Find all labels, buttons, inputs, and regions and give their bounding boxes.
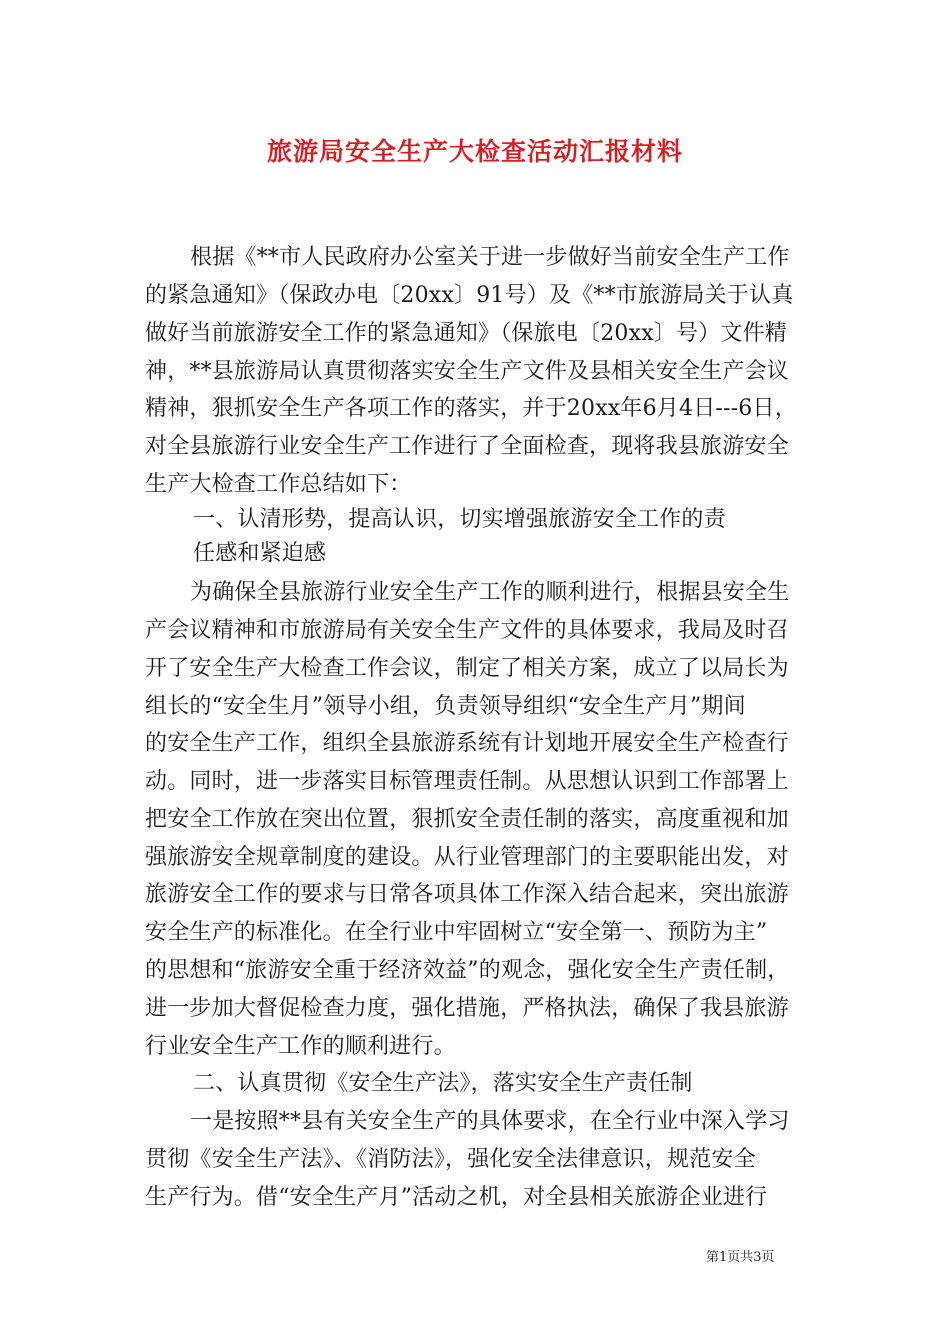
body-line: 组长的“安全生月”领导小组，负责领导组织“安全生产月”期间 (145, 694, 746, 719)
body-line: 生产大检查工作总结如下： (145, 472, 412, 497)
body-line: 做好当前旅游安全工作的紧急通知》（保旅电〔20xx〕号）文件精 (145, 321, 788, 346)
section-heading: 二、认真贯彻《安全生产法》，落实安全生产责任制 (193, 1071, 693, 1096)
body-line: 旅游安全工作的要求与日常各项具体工作深入结合起来，突出旅游 (145, 882, 789, 907)
section-heading: 一、认清形势，提高认识，切实增强旅游安全工作的责 (193, 507, 726, 532)
body-line: 贯彻《安全生产法》、《消防法》，强化安全法律意识，规范安全 (145, 1147, 756, 1172)
body-line: 产会议精神和市旅游局有关安全生产文件的具体要求，我局及时召 (145, 618, 789, 643)
body-line: 动。同时，进一步落实目标管理责任制。从思想认识到工作部署上 (145, 769, 789, 794)
body-line: 进一步加大督促检查力度，强化措施，严格执法，确保了我县旅游 (145, 996, 789, 1021)
body-line: 精神，狠抓安全生产各项工作的落实，并于20xx年6月4日---6日， (145, 396, 797, 421)
body-line: 强旅游安全规章制度的建设。从行业管理部门的主要职能出发，对 (145, 845, 789, 870)
body-line: 神，**县旅游局认真贯彻落实安全生产文件及县相关安全生产会议 (145, 359, 790, 384)
page-number: 第1页共3页 (706, 1250, 775, 1265)
body-line: 生产行为。借“安全生产月”活动之机，对全县相关旅游企业进行 (145, 1185, 768, 1210)
section-heading: 任感和紧迫感 (193, 541, 327, 566)
body-line: 行业安全生产工作的顺利进行。 (145, 1034, 456, 1059)
body-line: 根据《**市人民政府办公室关于进一步做好当前安全生产工作 (190, 245, 790, 270)
body-line: 为确保全县旅游行业安全生产工作的顺利进行，根据县安全生 (190, 580, 790, 605)
body-line: 开了安全生产大检查工作会议，制定了相关方案，成立了以局长为 (145, 656, 789, 681)
body-line: 的思想和“旅游安全重于经济效益”的观念，强化安全生产责任制， (145, 958, 790, 983)
body-line: 的安全生产工作，组织全县旅游系统有计划地开展安全生产检查行 (145, 731, 789, 756)
body-line: 把安全工作放在突出位置，狠抓安全责任制的落实，高度重视和加 (145, 807, 789, 832)
body-line: 一是按照**县有关安全生产的具体要求，在全行业中深入学习 (190, 1109, 790, 1134)
body-line: 对全县旅游行业安全生产工作进行了全面检查，现将我县旅游安全 (145, 434, 789, 459)
body-line: 的紧急通知》（保政办电〔20xx〕91号）及《**市旅游局关于认真 (145, 283, 794, 308)
document-title: 旅游局安全生产大检查活动汇报材料 (266, 137, 683, 166)
body-line: 安全生产的标准化。在全行业中牢固树立“安全第一、预防为主” (145, 920, 768, 945)
